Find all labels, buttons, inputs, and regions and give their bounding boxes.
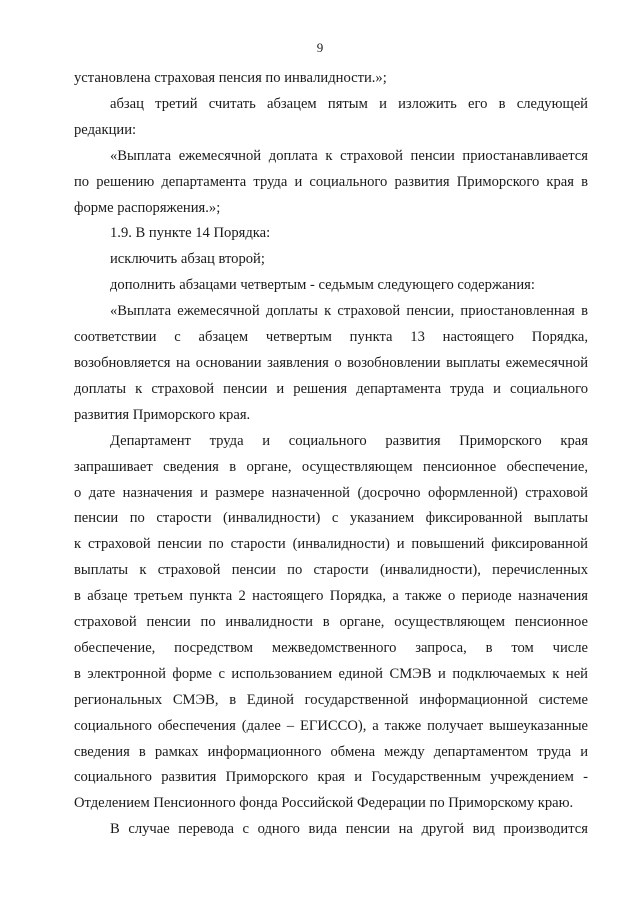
paragraph-line: доплаты к страховой пенсии и решения департамента труда и социального (74, 380, 588, 397)
paragraph-line: о дате назначения и размере назначенной (досрочно оформленной) страховой (74, 484, 588, 501)
paragraph-line: 1.9. В пункте 14 Порядка: (110, 225, 271, 242)
paragraph-line: сведения в рамках информационного обмена между департаментом труда и (74, 743, 588, 760)
paragraph-line: пенсии по старости (инвалидности) с указанием фиксированной выплаты (74, 510, 588, 527)
paragraph-line: исключить абзац второй; (110, 251, 265, 268)
paragraph-line: «Выплата ежемесячной доплата к страховой пенсии приостанавливается (110, 147, 588, 164)
paragraph-line: в электронной форме с использованием единой СМЭВ и подключаемых к ней (74, 665, 588, 682)
document-body (74, 66, 588, 843)
paragraph-line: региональных СМЭВ, в Единой государственной информационной системе (74, 691, 588, 708)
paragraph-line: редакции: (74, 121, 137, 138)
page-number: 9 (316, 40, 324, 55)
paragraph-line: Отделением Пенсионного фонда Российской Федерации по Приморскому краю. (74, 795, 574, 812)
paragraph-line: к страховой пенсии по старости (инвалидности) и повышений фиксированной (74, 536, 588, 553)
paragraph-line: обеспечение, посредством межведомственного запроса, в том числе (74, 639, 588, 656)
paragraph-line: запрашивает сведения в органе, осуществляющем пенсионное обеспечение, (74, 458, 588, 475)
paragraph-line: форме распоряжения.»; (74, 199, 221, 216)
paragraph-line: социального развития Приморского края и Государственным учреждением - (74, 769, 588, 786)
paragraph-line: соответствии с абзацем четвертым пункта 13 настоящего Порядка, (74, 329, 588, 346)
paragraph-line: социального обеспечения (далее – ЕГИССО), а также получает вышеуказанные (74, 717, 588, 734)
paragraph-line: В случае перевода с одного вида пенсии на другой вид производится (110, 821, 588, 838)
paragraph-line: в абзаце третьем пункта 2 настоящего Порядка, а также о периоде назначения (74, 588, 588, 605)
paragraph-line: Департамент труда и социального развития Приморского края (110, 432, 588, 449)
paragraph-line: по решению департамента труда и социального развития Приморского края в (74, 173, 588, 190)
paragraph-line: возобновляется на основании заявления о возобновлении выплаты ежемесячной (74, 354, 588, 371)
paragraph-line: страховой пенсии по инвалидности в органе, осуществляющем пенсионное (74, 614, 588, 631)
paragraph-line: развития Приморского края. (74, 406, 251, 423)
paragraph-line: дополнить абзацами четвертым - седьмым следующего содержания: (110, 277, 535, 294)
paragraph-line: выплаты к страховой пенсии по старости (инвалидности), перечисленных (74, 562, 588, 579)
paragraph-line: «Выплата ежемесячной доплаты к страховой пенсии, приостановленная в (110, 303, 588, 320)
paragraph-line: абзац третий считать абзацем пятым и изложить его в следующей (110, 95, 588, 112)
paragraph-line: установлена страховая пенсия по инвалидности.»; (74, 70, 387, 86)
